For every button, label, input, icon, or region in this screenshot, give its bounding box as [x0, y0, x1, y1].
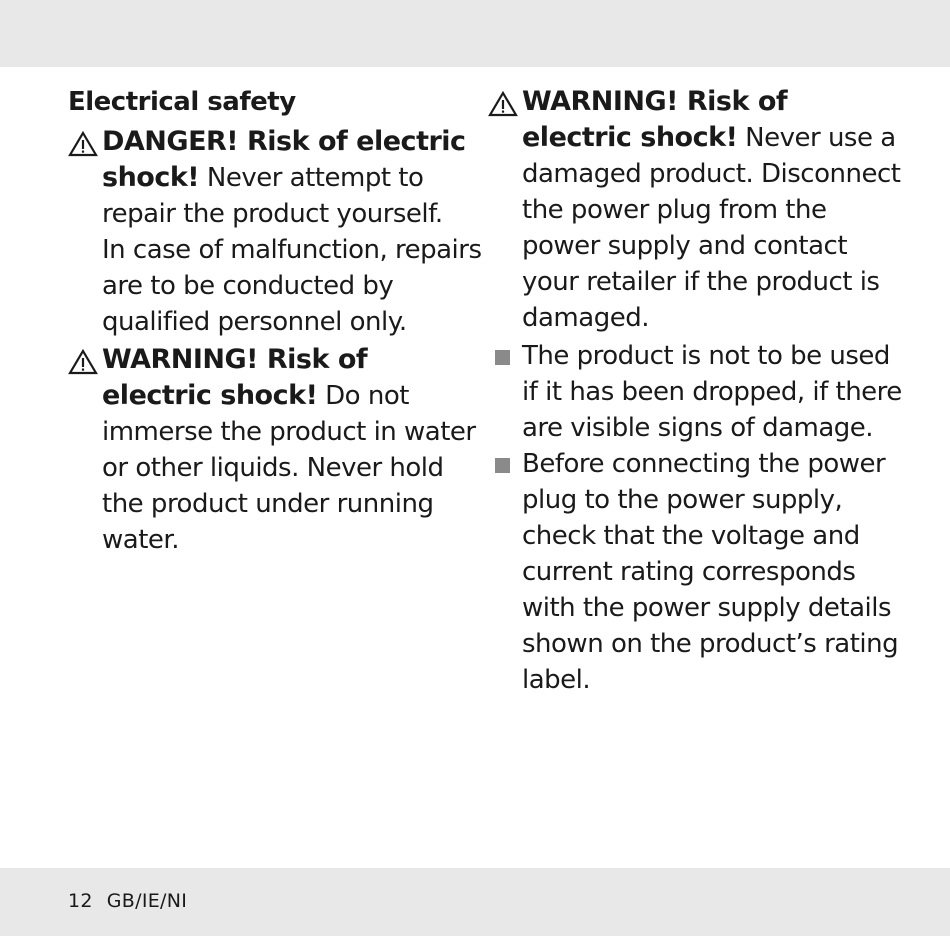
- warning-lead-line1: WARNING! Risk of: [522, 86, 788, 117]
- bullet-text-line: current rating corresponds: [522, 557, 856, 587]
- square-bullet-icon: [495, 350, 510, 365]
- danger-text-line: are to be conducted by: [102, 271, 394, 301]
- locale-label: GB/IE/NI: [106, 890, 188, 912]
- danger-lead-line2: shock!: [102, 162, 200, 193]
- warning-text-line: the product under running: [102, 489, 434, 519]
- warning-triangle-icon: [488, 91, 518, 117]
- warning-lead-line1: WARNING! Risk of: [102, 344, 368, 375]
- warning-notice-immersion: [68, 342, 476, 558]
- warning-text-line: water.: [102, 525, 179, 555]
- warning-lead-line2: electric shock!: [102, 380, 318, 411]
- warning-lead-line2: electric shock!: [522, 122, 738, 153]
- page-number: 12: [68, 890, 93, 912]
- page-footer: [68, 890, 187, 912]
- bullet-text-line: shown on the product’s rating: [522, 629, 899, 659]
- warning-text-line: the power plug from the: [522, 195, 827, 225]
- header-band: [0, 0, 950, 67]
- left-column: [68, 84, 482, 560]
- bullet-text-line: are visible signs of damage.: [522, 413, 874, 443]
- square-bullet-icon: [495, 458, 510, 473]
- bullet-item-dropped: [488, 338, 902, 446]
- bullet-item-voltage: [488, 446, 899, 698]
- warning-line2-text: Do not: [317, 381, 409, 411]
- warning-line2-text: Never use a: [737, 123, 896, 153]
- warning-text-line: damaged.: [522, 303, 649, 333]
- warning-text-line: immerse the product in water: [102, 417, 476, 447]
- bullet-text-line: with the power supply details: [522, 593, 892, 623]
- danger-notice: [68, 124, 482, 340]
- bullet-text-line: label.: [522, 665, 591, 695]
- bullet-text-line: plug to the power supply,: [522, 485, 843, 515]
- bullet-text-line: check that the voltage and: [522, 521, 860, 551]
- bullet-text-line: Before connecting the power: [522, 449, 886, 479]
- danger-lead-line1: DANGER! Risk of electric: [102, 126, 466, 157]
- warning-text-line: damaged product. Disconnect: [522, 159, 901, 189]
- bullet-text-line: if it has been dropped, if there: [522, 377, 902, 407]
- right-column: [488, 84, 902, 698]
- warning-triangle-icon: [68, 349, 98, 375]
- danger-line2-text: Never attempt to: [199, 163, 424, 193]
- section-heading: Electrical safety: [68, 87, 296, 117]
- warning-text-line: power supply and contact: [522, 231, 848, 261]
- warning-text-line: or other liquids. Never hold: [102, 453, 444, 483]
- danger-text-line: repair the product yourself.: [102, 199, 443, 229]
- warning-text-line: your retailer if the product is: [522, 267, 880, 297]
- danger-text-line: In case of malfunction, repairs: [102, 235, 482, 265]
- warning-triangle-icon: [68, 131, 98, 157]
- warning-notice-damaged: [488, 84, 901, 336]
- danger-text-line: qualified personnel only.: [102, 307, 407, 337]
- bullet-text-line: The product is not to be used: [522, 341, 890, 371]
